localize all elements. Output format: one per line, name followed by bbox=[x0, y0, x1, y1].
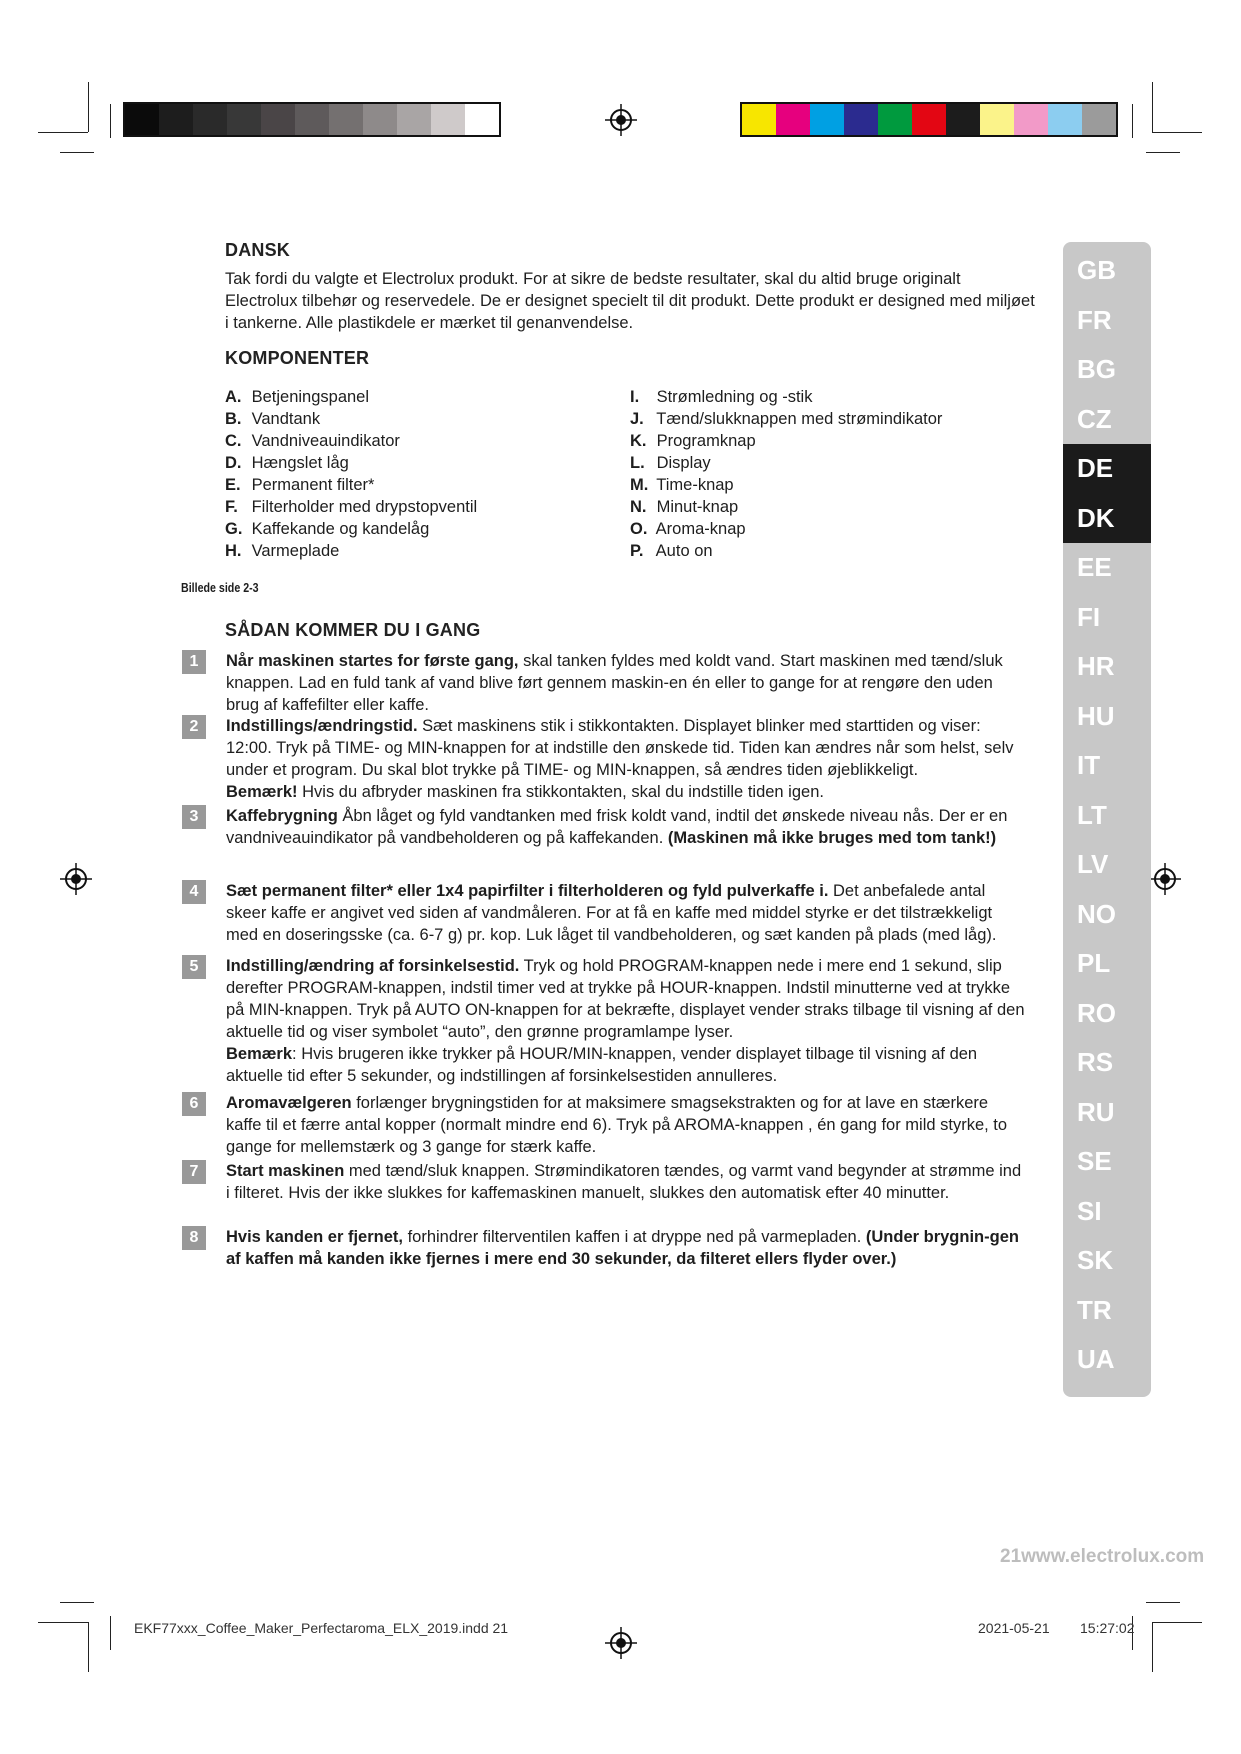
color-swatch bbox=[776, 104, 810, 135]
language-tab-bar bbox=[1063, 242, 1151, 1397]
component-item bbox=[225, 496, 615, 518]
language-tab-pl[interactable]: PL bbox=[1077, 948, 1111, 978]
step-number-badge: 4 bbox=[182, 880, 206, 904]
color-swatch bbox=[363, 104, 397, 135]
intro-paragraph: Tak fordi du valgte et Electrolux produkt. For at sikre de bedste resultater, skal du altid bruge originalt Electrolux tilbehør og reservedele. De er designet specielt til dit produkt. Dette produkt er designed med miljøet i tankerne. Alle plastikdele er mærket til genanvendelse. bbox=[225, 270, 1035, 332]
component-letter: P. bbox=[630, 542, 644, 560]
component-letter: B. bbox=[225, 410, 242, 428]
step-number-badge: 5 bbox=[182, 955, 206, 979]
component-letter: L. bbox=[630, 454, 645, 472]
language-tab-ro[interactable]: RO bbox=[1077, 997, 1116, 1028]
component-letter: F. bbox=[225, 498, 238, 516]
component-letter: I. bbox=[630, 388, 640, 406]
color-swatch bbox=[431, 104, 465, 135]
component-item bbox=[630, 474, 1030, 496]
component-item bbox=[630, 386, 1030, 408]
component-label: Display bbox=[652, 454, 711, 472]
section-title-dansk: DANSK bbox=[225, 240, 291, 260]
step-number-badge: 3 bbox=[182, 805, 206, 829]
components-title: KOMPONENTER bbox=[225, 348, 370, 368]
component-letter: M. bbox=[630, 476, 649, 494]
page-number-url: 21www.electrolux.com bbox=[1000, 1546, 1205, 1567]
components-list-right bbox=[630, 386, 1030, 562]
component-item bbox=[225, 518, 615, 540]
component-label: Vandniveauindikator bbox=[247, 432, 400, 450]
grayscale-color-bar bbox=[123, 102, 501, 137]
component-label: Tænd/slukknappen med strømindikator bbox=[652, 410, 943, 428]
step-text: Kaffebrygning Åbn låget og fyld vandtanken med frisk koldt vand, indtil det ønskede niveau nås. Der er en vandniveauindikator på vandbeholderen og på kaffekanden. (Maskinen må ikke bruges med tom tank!) bbox=[226, 807, 1008, 847]
color-swatch bbox=[193, 104, 227, 135]
language-tab-gb[interactable]: GB bbox=[1077, 255, 1116, 285]
footer-date: 2021-05-21 bbox=[978, 1620, 1050, 1636]
registration-mark-icon bbox=[605, 104, 637, 136]
language-tab-tr[interactable]: TR bbox=[1077, 1294, 1112, 1325]
color-swatch bbox=[1014, 104, 1048, 135]
component-letter: C. bbox=[225, 432, 242, 450]
component-item bbox=[225, 408, 615, 430]
step-number-badge: 7 bbox=[182, 1160, 206, 1184]
language-tab-ua[interactable]: UA bbox=[1077, 1344, 1115, 1374]
getting-started-title: SÅDAN KOMMER DU I GANG bbox=[225, 620, 481, 640]
component-label: Betjeningspanel bbox=[247, 388, 370, 406]
component-item bbox=[630, 496, 1030, 518]
language-tab-lv[interactable]: LV bbox=[1077, 849, 1109, 879]
component-label: Hængslet låg bbox=[247, 454, 349, 472]
component-item bbox=[630, 452, 1030, 474]
language-tab-cz[interactable]: CZ bbox=[1077, 403, 1112, 434]
component-label: Programknap bbox=[652, 432, 756, 450]
color-swatch bbox=[261, 104, 295, 135]
registration-mark-icon bbox=[1149, 863, 1181, 895]
component-letter: A. bbox=[225, 388, 242, 406]
language-tab-it[interactable]: IT bbox=[1077, 750, 1101, 780]
language-tab-de[interactable]: DE bbox=[1063, 444, 1151, 494]
component-label: Kaffekande og kandelåg bbox=[247, 520, 430, 538]
footer-time: 15:27:02 bbox=[1080, 1620, 1135, 1636]
language-tab-dk[interactable]: DK bbox=[1063, 494, 1151, 544]
language-tab-no[interactable]: NO bbox=[1077, 898, 1116, 929]
language-tab-fr[interactable]: FR bbox=[1077, 304, 1112, 335]
color-swatch bbox=[125, 104, 159, 135]
component-label: Aroma-knap bbox=[652, 520, 746, 538]
color-swatch bbox=[1048, 104, 1082, 135]
component-item bbox=[225, 540, 615, 562]
component-item bbox=[225, 386, 615, 408]
color-swatch bbox=[397, 104, 431, 135]
registration-mark-icon bbox=[605, 1627, 637, 1659]
color-swatch bbox=[329, 104, 363, 135]
registration-mark-icon bbox=[60, 863, 92, 895]
image-caption: Billede side 2-3 bbox=[181, 580, 259, 595]
component-item bbox=[630, 430, 1030, 452]
language-tab-fi[interactable]: FI bbox=[1077, 601, 1101, 632]
language-tab-hu[interactable]: HU bbox=[1077, 700, 1115, 731]
step-text: Indstillings/ændringstid. Sæt maskinens stik i stikkontakten. Displayet blinker med starttiden og viser: 12:00. Tryk på TIME- og MIN-knappen for at indstille den ønskede tid. Tiden kan ændres når som helst, selv under et program. Du skal blot trykke på TIME- og MIN-knappen, så ændres tiden øjeblikkeligt. Bemærk! Hvis du afbryder maskinen fra stikkontakten, skal du indstille tiden igen. bbox=[226, 717, 1014, 801]
color-swatch bbox=[295, 104, 329, 135]
component-letter: H. bbox=[225, 542, 242, 560]
component-letter: E. bbox=[225, 476, 241, 494]
step-number-badge: 2 bbox=[182, 715, 206, 739]
color-swatch bbox=[946, 104, 980, 135]
language-tab-rs[interactable]: RS bbox=[1077, 1047, 1114, 1077]
step-text: Aromavælgeren forlænger brygningstiden for at maksimere smagsekstrakten og for at lave en stærkere kaffe til et færre antal kopper (normalt mindre end 6). Tryk på AROMA-knappen , én gang for mild styrke, to gange for mellemstærk og 3 gange for stærk kaffe. bbox=[226, 1094, 1008, 1156]
component-item bbox=[630, 518, 1030, 540]
language-tab-hr[interactable]: HR bbox=[1077, 651, 1115, 681]
color-swatch bbox=[912, 104, 946, 135]
component-label: Time-knap bbox=[652, 476, 734, 494]
language-tab-lt[interactable]: LT bbox=[1077, 799, 1107, 830]
language-tab-ee[interactable]: EE bbox=[1077, 552, 1112, 582]
color-swatch bbox=[465, 104, 499, 135]
component-letter: J. bbox=[630, 410, 644, 428]
color-swatch bbox=[980, 104, 1014, 135]
color-swatch bbox=[159, 104, 193, 135]
step-number-badge: 8 bbox=[182, 1226, 206, 1250]
components-list-left bbox=[225, 386, 615, 562]
language-tab-se[interactable]: SE bbox=[1077, 1146, 1112, 1176]
language-tab-si[interactable]: SI bbox=[1077, 1195, 1102, 1226]
component-letter: D. bbox=[225, 454, 242, 472]
color-swatch bbox=[1082, 104, 1116, 135]
component-item bbox=[225, 452, 615, 474]
component-label: Varmeplade bbox=[247, 542, 340, 560]
component-item bbox=[225, 430, 615, 452]
step-text: Indstilling/ændring af forsinkelsestid. Tryk og hold PROGRAM-knappen nede i mere end 1 sekund, slip derefter PROGRAM-knappen, indstil timer ved at trykke på HOUR-knappen. Indstil minutterne ved at trykke på MIN-knappen. Tryk på AUTO ON-knappen for at bekræfte, displayet vender straks tilbage til visning af den aktuelle tid og viser symbolet “auto”, den grønne programlampe lyser. Bemærk: Hvis brugeren ikke trykker på HOUR/MIN-knappen, vender displayet tilbage til visning af den aktuelle tid efter 5 sekunder, og indstillingen af forsinkelsestiden annulleres. bbox=[226, 957, 1025, 1085]
color-swatch bbox=[742, 104, 776, 135]
step-number-badge: 1 bbox=[182, 650, 206, 674]
component-letter: O. bbox=[630, 520, 648, 538]
component-label: Strømledning og -stik bbox=[652, 388, 813, 406]
step-text: Hvis kanden er fjernet, forhindrer filterventilen kaffen i at dryppe ned på varmepladen. (Under brygnin-gen af kaffen må kanden ikke fjernes i mere end 30 sekunder, da filteret ellers flyder over.) bbox=[226, 1228, 1019, 1268]
component-label: Minut-knap bbox=[652, 498, 739, 516]
color-swatch bbox=[810, 104, 844, 135]
component-item bbox=[225, 474, 615, 496]
cmyk-color-bar bbox=[740, 102, 1118, 137]
component-item bbox=[630, 540, 1030, 562]
component-letter: G. bbox=[225, 520, 243, 538]
language-tab-sk[interactable]: SK bbox=[1077, 1245, 1114, 1275]
step-text: Start maskinen med tænd/sluk knappen. Strømindikatoren tændes, og varmt vand begynder at strømme ind i filteret. Hvis der ikke slukkes for kaffemaskinen manuelt, slukkes den automatisk efter 40 minutter. bbox=[226, 1162, 1022, 1202]
color-swatch bbox=[227, 104, 261, 135]
component-label: Permanent filter* bbox=[247, 476, 375, 494]
component-label: Filterholder med drypstopventil bbox=[247, 498, 478, 516]
step-text: Når maskinen startes for første gang, skal tanken fyldes med koldt vand. Start maskinen med tænd/sluk knappen. Lad en fuld tank af vand blive ført gennem maskin-en én eller to gange for at rengøre den uden brug af kaffefilter eller kaffe. bbox=[226, 652, 1003, 714]
color-swatch bbox=[844, 104, 878, 135]
step-text: Sæt permanent filter* eller 1x4 papirfilter i filterholderen og fyld pulverkaffe i. Det anbefalede antal skeer kaffe er angivet ved siden af vandmåleren. For at få en kaffe med middel styrke er det tilstrækkeligt med en doseringsske (ca. 6-7 g) pr. kop. Luk låget til vandbeholderen, og sæt kanden på plads (med låg). bbox=[226, 882, 997, 944]
component-letter: N. bbox=[630, 498, 647, 516]
component-letter: K. bbox=[630, 432, 647, 450]
language-tab-bg[interactable]: BG bbox=[1077, 354, 1116, 384]
footer-file-name: EKF77xxx_Coffee_Maker_Perfectaroma_ELX_2019.indd 21 bbox=[134, 1620, 509, 1636]
component-item bbox=[630, 408, 1030, 430]
component-label: Auto on bbox=[652, 542, 713, 560]
component-label: Vandtank bbox=[247, 410, 321, 428]
color-swatch bbox=[878, 104, 912, 135]
language-tab-ru[interactable]: RU bbox=[1077, 1096, 1115, 1127]
step-number-badge: 6 bbox=[182, 1092, 206, 1116]
